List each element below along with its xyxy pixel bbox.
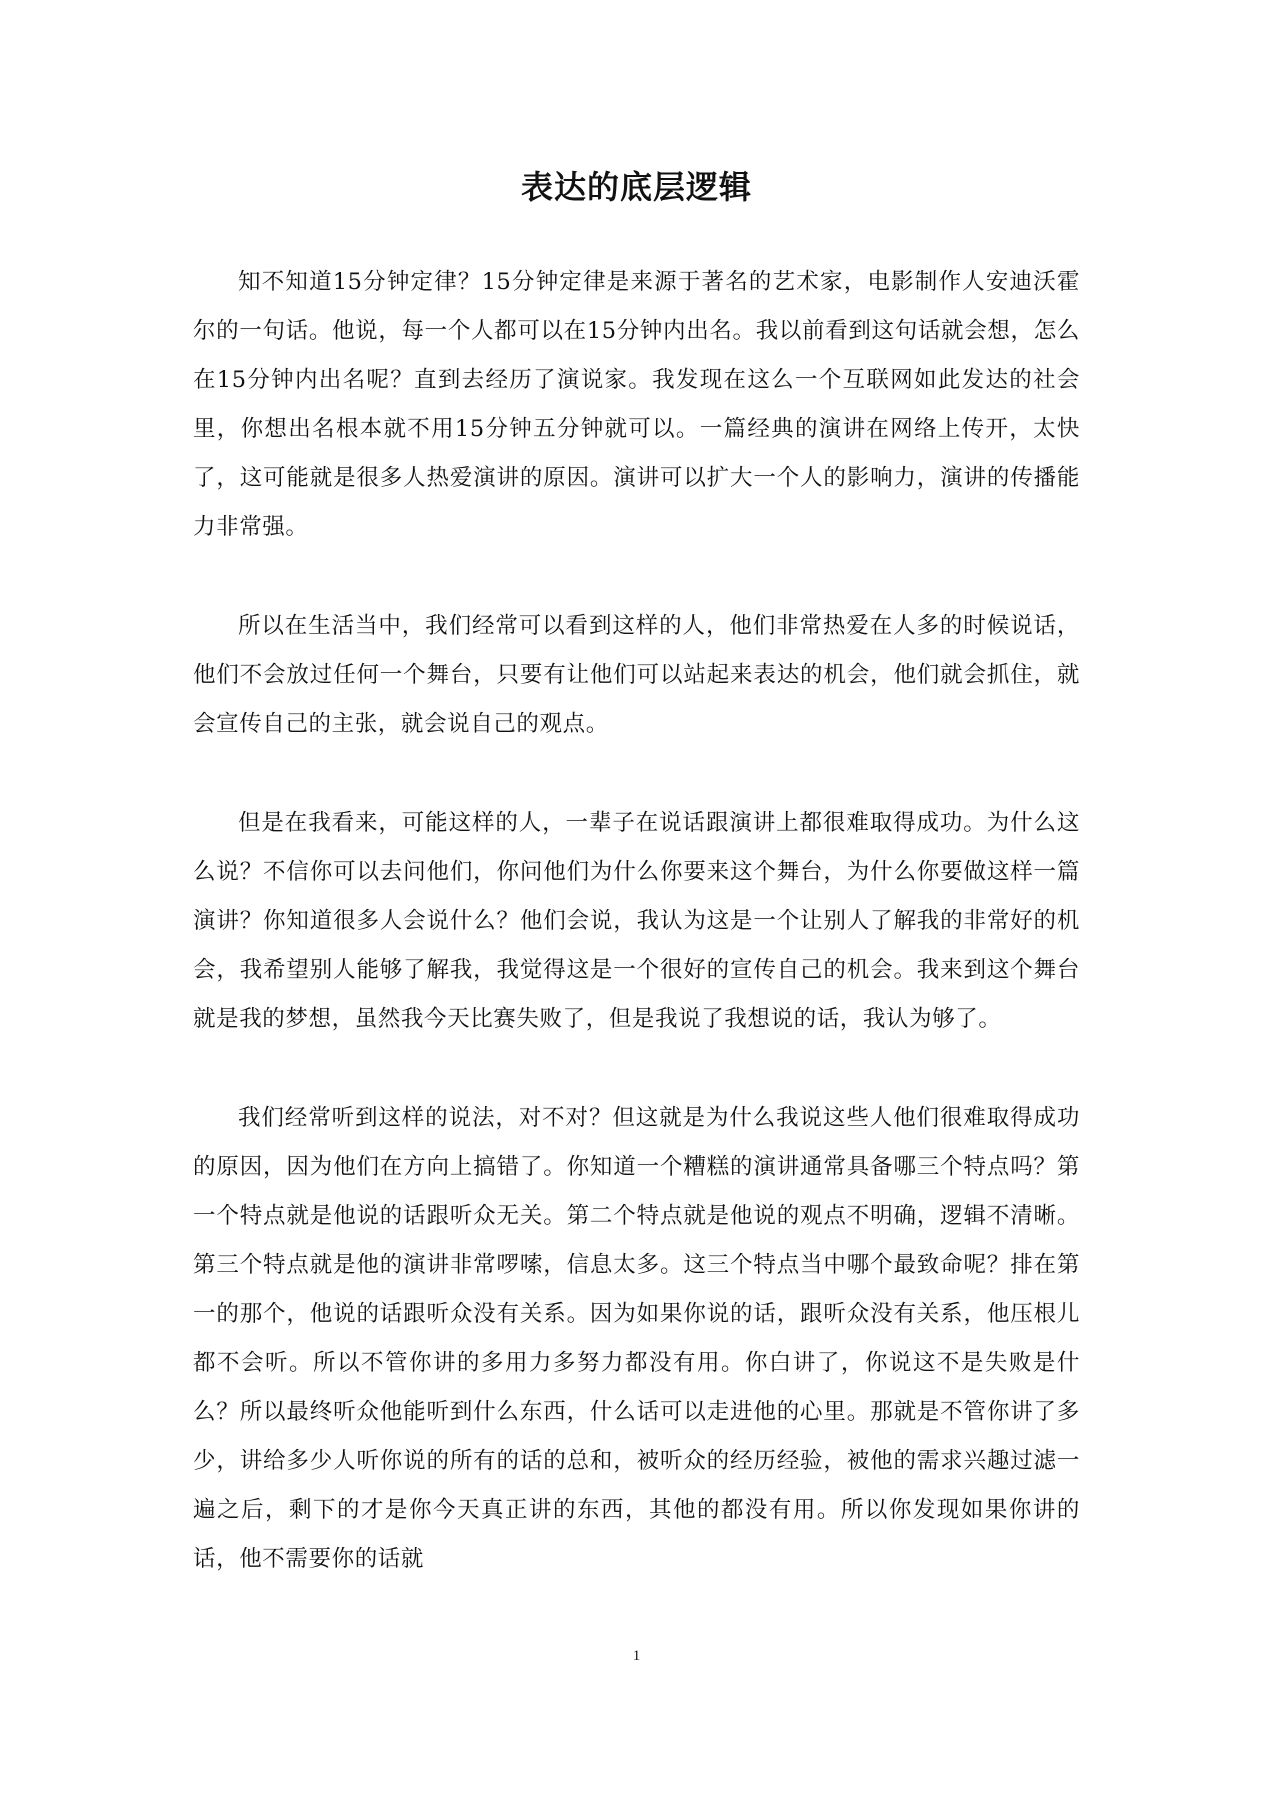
document-body	[193, 258, 1080, 1584]
paragraph-1: 知不知道15分钟定律？15分钟定律是来源于著名的艺术家，电影制作人安迪沃霍尔的一句话。他说，每一个人都可以在15分钟内出名。我以前看到这句话就会想，怎么在15分钟内出名呢？直到去经历了演说家。我发现在这么一个互联网如此发达的社会里，你想出名根本就不用15分钟五分钟就可以。一篇经典的演讲在网络上传开，太快了，这可能就是很多人热爱演讲的原因。演讲可以扩大一个人的影响力，演讲的传播能力非常强。	[193, 269, 1080, 540]
paragraph-4: 我们经常听到这样的说法，对不对？但这就是为什么我说这些人他们很难取得成功的原因，因为他们在方向上搞错了。你知道一个糟糕的演讲通常具备哪三个特点吗？第一个特点就是他说的话跟听众无关。第二个特点就是他说的观点不明确，逻辑不清晰。第三个特点就是他的演讲非常啰嗦，信息太多。这三个特点当中哪个最致命呢？排在第一的那个，他说的话跟听众没有关系。因为如果你说的话，跟听众没有关系，他压根儿都不会听。所以不管你讲的多用力多努力都没有用。你白讲了，你说这不是失败是什么？所以最终听众他能听到什么东西，什么话可以走进他的心里。那就是不管你讲了多少，讲给多少人听你说的所有的话的总和，被听众的经历经验，被他的需求兴趣过滤一遍之后，剩下的才是你今天真正讲的东西，其他的都没有用。所以你发现如果你讲的话，他不需要你的话就	[193, 1105, 1080, 1572]
paragraph-3: 但是在我看来，可能这样的人，一辈子在说话跟演讲上都很难取得成功。为什么这么说？不信你可以去问他们，你问他们为什么你要来这个舞台，为什么你要做这样一篇演讲？你知道很多人会说什么？他们会说，我认为这是一个让别人了解我的非常好的机会，我希望别人能够了解我，我觉得这是一个很好的宣传自己的机会。我来到这个舞台就是我的梦想，虽然我今天比赛失败了，但是我说了我想说的话，我认为够了。	[193, 810, 1080, 1032]
paragraph-2: 所以在生活当中，我们经常可以看到这样的人，他们非常热爱在人多的时候说话，他们不会放过任何一个舞台，只要有让他们可以站起来表达的机会，他们就会抓住，就会宣传自己的主张，就会说自己的观点。	[193, 613, 1080, 737]
document-title: 表达的底层逻辑	[520, 168, 752, 206]
page-number: 1	[632, 1648, 641, 1664]
